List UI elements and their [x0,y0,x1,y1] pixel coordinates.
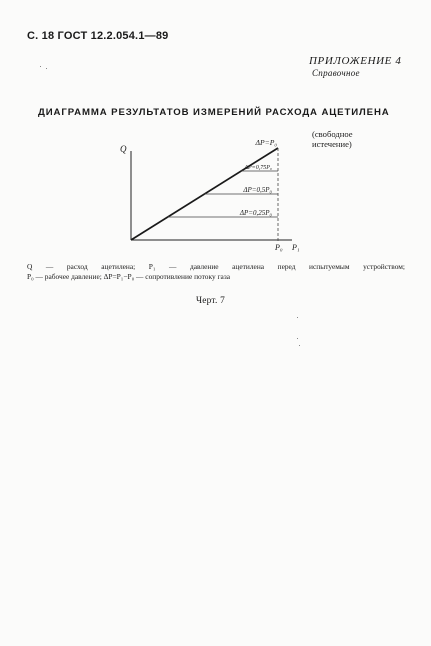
scan-speck [299,345,300,346]
scan-speck [297,317,298,318]
legend [27,262,405,282]
diagram-title: ДИАГРАММА РЕЗУЛЬТАТОВ ИЗМЕРЕНИЙ РАСХОДА АЦЕТИЛЕНА [38,107,390,118]
level-label: ΔP=0,75P₀ [244,165,272,171]
condition-line-1: (свободное [312,129,353,139]
level-label: ΔP=0,25P₀ [239,209,272,217]
flow-diagram [0,0,431,300]
figure-caption: Черт. 7 [196,296,225,306]
level-label: ΔP=0,5P₀ [243,186,272,194]
appendix-subtitle: Справочное [312,68,360,78]
y-axis-label: Q [120,144,127,154]
x-tick-label: P₀ [275,243,283,252]
legend-line-2: P₀ — рабочее давление; ΔP=P₁−P₀ — сопротивление потоку газа [27,272,231,281]
legend-line-1: Q — расход ацетилена; P₁ — давление ацетилена перед испытуемым устройством; [27,262,405,271]
page-header: С. 18 ГОСТ 12.2.054.1—89 [27,30,169,42]
x-axis-label: P₁ [292,243,300,252]
scan-speck [40,66,41,67]
scan-speck [297,338,298,339]
scan-speck [46,68,47,69]
level-label: ΔP=P₀ [255,138,277,147]
appendix-title: ПРИЛОЖЕНИЕ 4 [309,55,402,67]
condition-line-2: истечение) [312,139,352,149]
